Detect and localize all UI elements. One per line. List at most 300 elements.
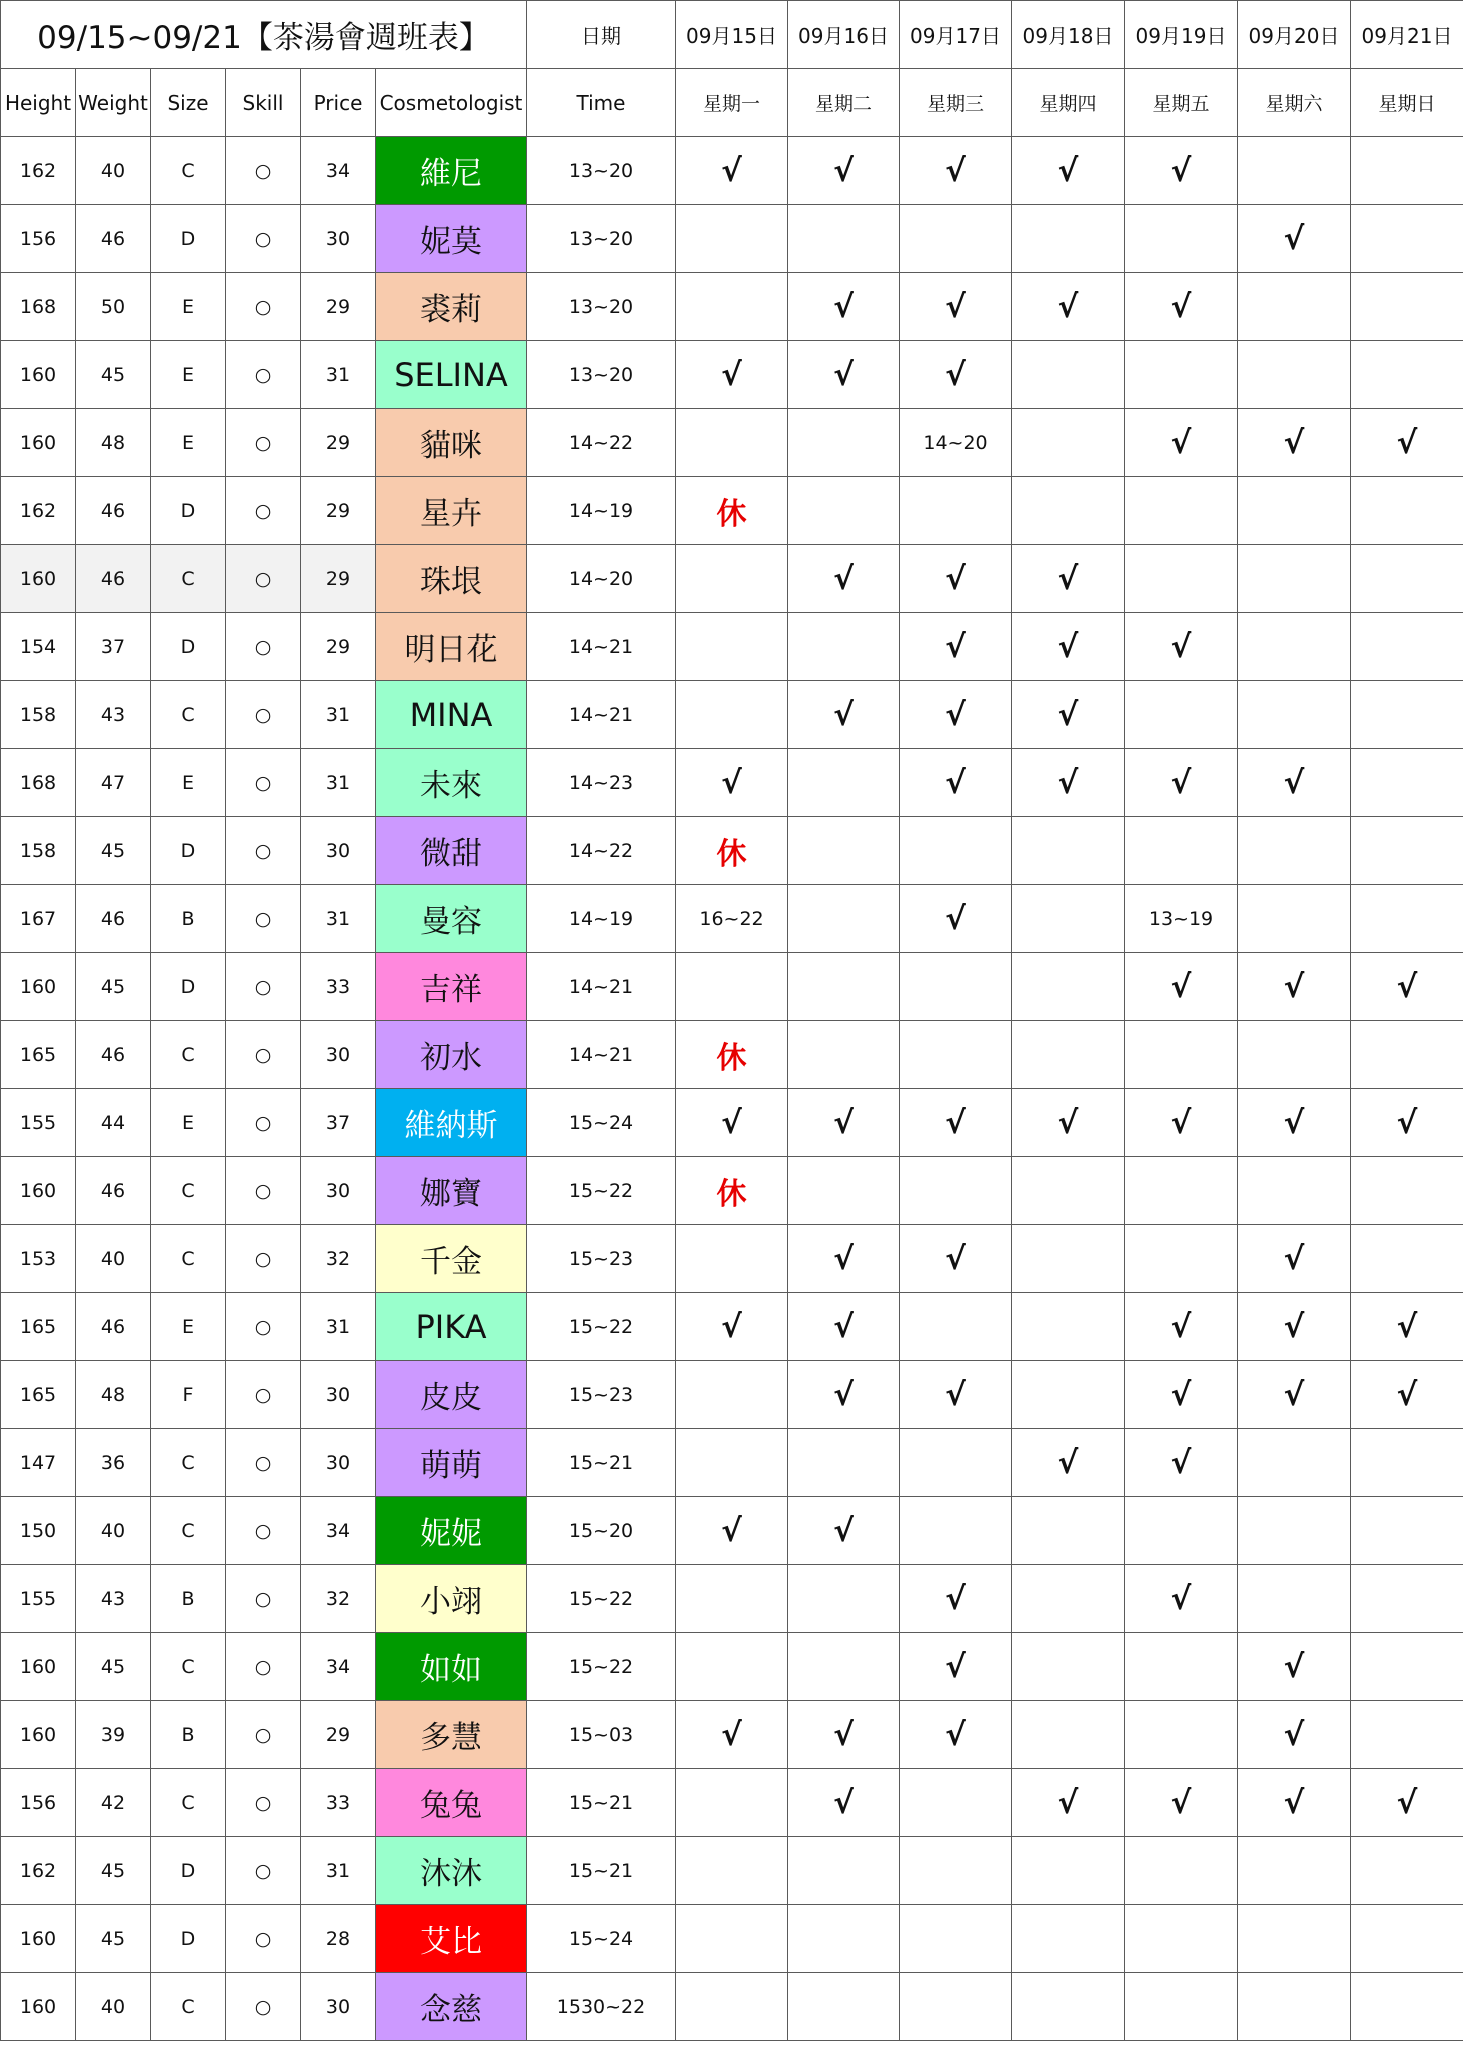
day-cell-4: √ (1125, 409, 1238, 477)
day-cell-2: √ (900, 749, 1012, 817)
time-cell: 15~03 (527, 1701, 676, 1769)
size-cell: B (151, 1701, 226, 1769)
height-cell: 158 (1, 681, 76, 749)
day-cell-3: √ (1012, 681, 1125, 749)
time-cell: 15~21 (527, 1429, 676, 1497)
day-cell-4: √ (1125, 273, 1238, 341)
day-cell-1 (788, 1633, 900, 1701)
table-row (1, 137, 1463, 205)
day-cell-3 (1012, 1565, 1125, 1633)
cosmetologist-name: 如如 (376, 1633, 527, 1701)
day-cell-0 (676, 1565, 788, 1633)
weight-cell: 37 (76, 613, 151, 681)
height-cell: 162 (1, 1837, 76, 1905)
day-cell-2: √ (900, 137, 1012, 205)
day-cell-1: √ (788, 681, 900, 749)
day-cell-0 (676, 545, 788, 613)
header-row (1, 69, 1463, 137)
price-cell: 28 (301, 1905, 376, 1973)
size-cell: C (151, 545, 226, 613)
size-cell: C (151, 681, 226, 749)
day-cell-3: √ (1012, 1769, 1125, 1837)
price-cell: 31 (301, 1293, 376, 1361)
day-cell-5: √ (1238, 409, 1351, 477)
day-cell-0 (676, 1225, 788, 1293)
skill-cell: ○ (226, 1769, 301, 1837)
size-cell: F (151, 1361, 226, 1429)
day-cell-1: √ (788, 1701, 900, 1769)
day-cell-2: √ (900, 681, 1012, 749)
day-cell-4 (1125, 1701, 1238, 1769)
price-cell: 30 (301, 1021, 376, 1089)
day-cell-5 (1238, 817, 1351, 885)
day-cell-6 (1351, 885, 1463, 953)
height-cell: 167 (1, 885, 76, 953)
height-cell: 158 (1, 817, 76, 885)
skill-cell: ○ (226, 1361, 301, 1429)
day-cell-5 (1238, 273, 1351, 341)
day-cell-6 (1351, 1837, 1463, 1905)
day-weekday-4: 星期五 (1125, 69, 1238, 137)
title-row (1, 1, 1463, 69)
height-cell: 153 (1, 1225, 76, 1293)
table-row (1, 1633, 1463, 1701)
day-cell-6 (1351, 613, 1463, 681)
day-cell-2 (900, 1021, 1012, 1089)
height-cell: 168 (1, 749, 76, 817)
day-cell-5 (1238, 341, 1351, 409)
time-cell: 15~20 (527, 1497, 676, 1565)
day-cell-0 (676, 1973, 788, 2041)
day-cell-4: √ (1125, 1565, 1238, 1633)
size-cell: C (151, 1021, 226, 1089)
time-cell: 13~20 (527, 341, 676, 409)
price-cell: 32 (301, 1565, 376, 1633)
day-cell-1 (788, 1905, 900, 1973)
weight-cell: 45 (76, 1837, 151, 1905)
day-cell-6 (1351, 477, 1463, 545)
table-row (1, 205, 1463, 273)
price-cell: 30 (301, 1429, 376, 1497)
size-cell: D (151, 817, 226, 885)
weight-cell: 39 (76, 1701, 151, 1769)
time-cell: 14~19 (527, 477, 676, 545)
size-cell: C (151, 1769, 226, 1837)
height-cell: 160 (1, 1973, 76, 2041)
size-cell: E (151, 1089, 226, 1157)
time-cell: 15~23 (527, 1361, 676, 1429)
day-cell-6: √ (1351, 409, 1463, 477)
table-row (1, 1429, 1463, 1497)
skill-cell: ○ (226, 885, 301, 953)
cosmetologist-name: 念慈 (376, 1973, 527, 2041)
day-cell-4: √ (1125, 1429, 1238, 1497)
price-cell: 33 (301, 953, 376, 1021)
skill-cell: ○ (226, 1837, 301, 1905)
day-cell-4 (1125, 205, 1238, 273)
height-cell: 162 (1, 137, 76, 205)
day-cell-1: √ (788, 545, 900, 613)
price-cell: 34 (301, 137, 376, 205)
table-row (1, 885, 1463, 953)
size-cell: C (151, 1497, 226, 1565)
weight-cell: 46 (76, 205, 151, 273)
skill-cell: ○ (226, 1089, 301, 1157)
day-cell-1: √ (788, 1769, 900, 1837)
day-cell-1 (788, 749, 900, 817)
skill-cell: ○ (226, 545, 301, 613)
weight-cell: 46 (76, 1293, 151, 1361)
day-cell-0: √ (676, 137, 788, 205)
skill-cell: ○ (226, 1701, 301, 1769)
weight-cell: 45 (76, 953, 151, 1021)
price-cell: 31 (301, 1837, 376, 1905)
price-cell: 31 (301, 681, 376, 749)
col-header-weight: Weight (76, 69, 151, 137)
day-cell-2 (900, 1837, 1012, 1905)
day-cell-1: √ (788, 1293, 900, 1361)
day-cell-5 (1238, 1021, 1351, 1089)
time-cell: 15~22 (527, 1293, 676, 1361)
day-cell-5 (1238, 1905, 1351, 1973)
weight-cell: 45 (76, 1633, 151, 1701)
skill-cell: ○ (226, 1293, 301, 1361)
day-cell-4 (1125, 1633, 1238, 1701)
day-cell-6 (1351, 273, 1463, 341)
cosmetologist-name: MINA (376, 681, 527, 749)
cosmetologist-name: 初水 (376, 1021, 527, 1089)
size-cell: C (151, 1157, 226, 1225)
cosmetologist-name: 多慧 (376, 1701, 527, 1769)
day-cell-6 (1351, 749, 1463, 817)
day-cell-5: √ (1238, 205, 1351, 273)
day-cell-2: √ (900, 885, 1012, 953)
weight-cell: 48 (76, 409, 151, 477)
day-cell-5: √ (1238, 1361, 1351, 1429)
day-cell-3: √ (1012, 1089, 1125, 1157)
weight-cell: 50 (76, 273, 151, 341)
day-cell-3 (1012, 341, 1125, 409)
day-cell-4 (1125, 817, 1238, 885)
day-cell-2 (900, 817, 1012, 885)
day-cell-4 (1125, 1837, 1238, 1905)
day-cell-3 (1012, 1905, 1125, 1973)
day-cell-1: √ (788, 1225, 900, 1293)
day-cell-0: 16~22 (676, 885, 788, 953)
skill-cell: ○ (226, 1225, 301, 1293)
height-cell: 160 (1, 341, 76, 409)
day-cell-5 (1238, 1429, 1351, 1497)
day-cell-0: 休 (676, 817, 788, 885)
weight-cell: 45 (76, 1905, 151, 1973)
height-cell: 160 (1, 1905, 76, 1973)
skill-cell: ○ (226, 477, 301, 545)
price-cell: 29 (301, 1701, 376, 1769)
size-cell: B (151, 885, 226, 953)
cosmetologist-name: SELINA (376, 341, 527, 409)
height-cell: 160 (1, 1701, 76, 1769)
price-cell: 30 (301, 1973, 376, 2041)
day-date-5: 09月20日 (1238, 1, 1351, 69)
skill-cell: ○ (226, 953, 301, 1021)
table-row (1, 1973, 1463, 2041)
skill-cell: ○ (226, 681, 301, 749)
cosmetologist-name: 明日花 (376, 613, 527, 681)
time-cell: 13~20 (527, 205, 676, 273)
skill-cell: ○ (226, 1157, 301, 1225)
day-date-1: 09月16日 (788, 1, 900, 69)
day-cell-3: √ (1012, 273, 1125, 341)
day-cell-1: √ (788, 1497, 900, 1565)
day-cell-0 (676, 1769, 788, 1837)
day-cell-0: √ (676, 341, 788, 409)
cosmetologist-name: 貓咪 (376, 409, 527, 477)
day-date-6: 09月21日 (1351, 1, 1463, 69)
day-cell-6: √ (1351, 1089, 1463, 1157)
day-cell-0: 休 (676, 1157, 788, 1225)
cosmetologist-name: 妮莫 (376, 205, 527, 273)
day-cell-6 (1351, 1565, 1463, 1633)
size-cell: C (151, 1429, 226, 1497)
day-cell-0: 休 (676, 1021, 788, 1089)
cosmetologist-name: 吉祥 (376, 953, 527, 1021)
day-cell-2: √ (900, 1089, 1012, 1157)
day-cell-5: √ (1238, 1225, 1351, 1293)
day-cell-2: √ (900, 341, 1012, 409)
time-cell: 14~21 (527, 613, 676, 681)
table-row (1, 817, 1463, 885)
table-row (1, 341, 1463, 409)
day-cell-3 (1012, 1225, 1125, 1293)
height-cell: 160 (1, 1633, 76, 1701)
day-cell-2 (900, 477, 1012, 545)
day-cell-0 (676, 273, 788, 341)
skill-cell: ○ (226, 817, 301, 885)
height-cell: 155 (1, 1565, 76, 1633)
day-cell-3 (1012, 953, 1125, 1021)
day-cell-0: √ (676, 1293, 788, 1361)
price-cell: 30 (301, 1157, 376, 1225)
skill-cell: ○ (226, 273, 301, 341)
day-cell-1 (788, 409, 900, 477)
day-cell-3 (1012, 205, 1125, 273)
day-cell-5: √ (1238, 1769, 1351, 1837)
day-cell-2: √ (900, 273, 1012, 341)
price-cell: 31 (301, 749, 376, 817)
time-cell: 14~21 (527, 681, 676, 749)
weight-cell: 43 (76, 681, 151, 749)
price-cell: 29 (301, 477, 376, 545)
skill-cell: ○ (226, 1905, 301, 1973)
day-cell-5 (1238, 1565, 1351, 1633)
price-cell: 34 (301, 1497, 376, 1565)
col-header-cosmetologist: Cosmetologist (376, 69, 527, 137)
day-cell-4: √ (1125, 749, 1238, 817)
price-cell: 29 (301, 409, 376, 477)
day-cell-2: 14~20 (900, 409, 1012, 477)
day-cell-0: √ (676, 749, 788, 817)
day-cell-0 (676, 409, 788, 477)
day-cell-6 (1351, 1633, 1463, 1701)
day-cell-2: √ (900, 1633, 1012, 1701)
weight-cell: 44 (76, 1089, 151, 1157)
cosmetologist-name: 維納斯 (376, 1089, 527, 1157)
time-cell: 13~20 (527, 137, 676, 205)
height-cell: 165 (1, 1021, 76, 1089)
day-cell-1 (788, 1973, 900, 2041)
time-cell: 15~24 (527, 1089, 676, 1157)
time-cell: 13~20 (527, 273, 676, 341)
skill-cell: ○ (226, 205, 301, 273)
time-cell: 14~21 (527, 1021, 676, 1089)
cosmetologist-name: 千金 (376, 1225, 527, 1293)
day-cell-3 (1012, 1633, 1125, 1701)
day-cell-2: √ (900, 545, 1012, 613)
day-cell-3: √ (1012, 545, 1125, 613)
height-cell: 156 (1, 205, 76, 273)
height-cell: 168 (1, 273, 76, 341)
size-cell: E (151, 409, 226, 477)
col-header-skill: Skill (226, 69, 301, 137)
day-cell-1: √ (788, 137, 900, 205)
day-cell-1: √ (788, 341, 900, 409)
size-cell: C (151, 137, 226, 205)
day-cell-5 (1238, 1497, 1351, 1565)
day-cell-3 (1012, 817, 1125, 885)
size-cell: C (151, 1973, 226, 2041)
cosmetologist-name: 珠垠 (376, 545, 527, 613)
day-cell-1: √ (788, 273, 900, 341)
col-header-time: Time (527, 69, 676, 137)
day-cell-4: √ (1125, 1089, 1238, 1157)
weight-cell: 46 (76, 1157, 151, 1225)
day-cell-1 (788, 1157, 900, 1225)
day-cell-0 (676, 613, 788, 681)
day-cell-6 (1351, 1973, 1463, 2041)
table-row (1, 1021, 1463, 1089)
height-cell: 156 (1, 1769, 76, 1837)
day-cell-6 (1351, 545, 1463, 613)
day-cell-4: √ (1125, 1769, 1238, 1837)
table-row (1, 477, 1463, 545)
cosmetologist-name: 娜寶 (376, 1157, 527, 1225)
day-weekday-6: 星期日 (1351, 69, 1463, 137)
size-cell: D (151, 613, 226, 681)
price-cell: 29 (301, 613, 376, 681)
skill-cell: ○ (226, 1429, 301, 1497)
day-cell-4 (1125, 477, 1238, 545)
day-cell-1 (788, 1565, 900, 1633)
day-cell-5 (1238, 545, 1351, 613)
cosmetologist-name: 維尼 (376, 137, 527, 205)
table-row (1, 1157, 1463, 1225)
size-cell: D (151, 1905, 226, 1973)
cosmetologist-name: 萌萌 (376, 1429, 527, 1497)
day-cell-3 (1012, 1293, 1125, 1361)
day-cell-5: √ (1238, 749, 1351, 817)
day-cell-3 (1012, 1701, 1125, 1769)
day-cell-1 (788, 817, 900, 885)
height-cell: 160 (1, 1157, 76, 1225)
weight-cell: 42 (76, 1769, 151, 1837)
day-cell-4: √ (1125, 137, 1238, 205)
weight-cell: 36 (76, 1429, 151, 1497)
day-date-4: 09月19日 (1125, 1, 1238, 69)
day-cell-0 (676, 1429, 788, 1497)
day-cell-6 (1351, 137, 1463, 205)
cosmetologist-name: PIKA (376, 1293, 527, 1361)
weight-cell: 40 (76, 137, 151, 205)
day-cell-3: √ (1012, 749, 1125, 817)
table-row (1, 1905, 1463, 1973)
day-cell-4 (1125, 1225, 1238, 1293)
day-cell-0: √ (676, 1089, 788, 1157)
day-cell-5 (1238, 1837, 1351, 1905)
price-cell: 30 (301, 205, 376, 273)
day-weekday-1: 星期二 (788, 69, 900, 137)
day-cell-1 (788, 613, 900, 681)
day-weekday-0: 星期一 (676, 69, 788, 137)
cosmetologist-name: 星卉 (376, 477, 527, 545)
height-cell: 147 (1, 1429, 76, 1497)
time-cell: 15~21 (527, 1837, 676, 1905)
day-cell-3 (1012, 1973, 1125, 2041)
day-cell-5 (1238, 137, 1351, 205)
day-date-3: 09月18日 (1012, 1, 1125, 69)
day-cell-0 (676, 1905, 788, 1973)
day-cell-0 (676, 1361, 788, 1429)
day-cell-3 (1012, 1837, 1125, 1905)
time-cell: 14~21 (527, 953, 676, 1021)
day-cell-4: √ (1125, 1361, 1238, 1429)
size-cell: B (151, 1565, 226, 1633)
size-cell: D (151, 953, 226, 1021)
date-header: 日期 (527, 1, 676, 69)
price-cell: 31 (301, 341, 376, 409)
table-row (1, 409, 1463, 477)
day-cell-5 (1238, 1973, 1351, 2041)
day-cell-6: √ (1351, 953, 1463, 1021)
day-cell-3 (1012, 1361, 1125, 1429)
time-cell: 1530~22 (527, 1973, 676, 2041)
day-cell-2: √ (900, 1361, 1012, 1429)
day-cell-3 (1012, 1021, 1125, 1089)
weight-cell: 47 (76, 749, 151, 817)
day-cell-1 (788, 1837, 900, 1905)
day-cell-1 (788, 1429, 900, 1497)
day-cell-3: √ (1012, 613, 1125, 681)
skill-cell: ○ (226, 409, 301, 477)
time-cell: 14~20 (527, 545, 676, 613)
col-header-height: Height (1, 69, 76, 137)
time-cell: 15~22 (527, 1565, 676, 1633)
table-row (1, 613, 1463, 681)
time-cell: 15~24 (527, 1905, 676, 1973)
day-cell-5 (1238, 681, 1351, 749)
day-cell-6 (1351, 1225, 1463, 1293)
schedule-title: 09/15~09/21【茶湯會週班表】 (1, 1, 527, 69)
weight-cell: 43 (76, 1565, 151, 1633)
day-cell-1 (788, 1021, 900, 1089)
day-cell-6 (1351, 1497, 1463, 1565)
cosmetologist-name: 妮妮 (376, 1497, 527, 1565)
height-cell: 160 (1, 953, 76, 1021)
day-cell-5 (1238, 1157, 1351, 1225)
table-row (1, 1769, 1463, 1837)
price-cell: 30 (301, 1361, 376, 1429)
day-cell-1: √ (788, 1361, 900, 1429)
day-date-0: 09月15日 (676, 1, 788, 69)
